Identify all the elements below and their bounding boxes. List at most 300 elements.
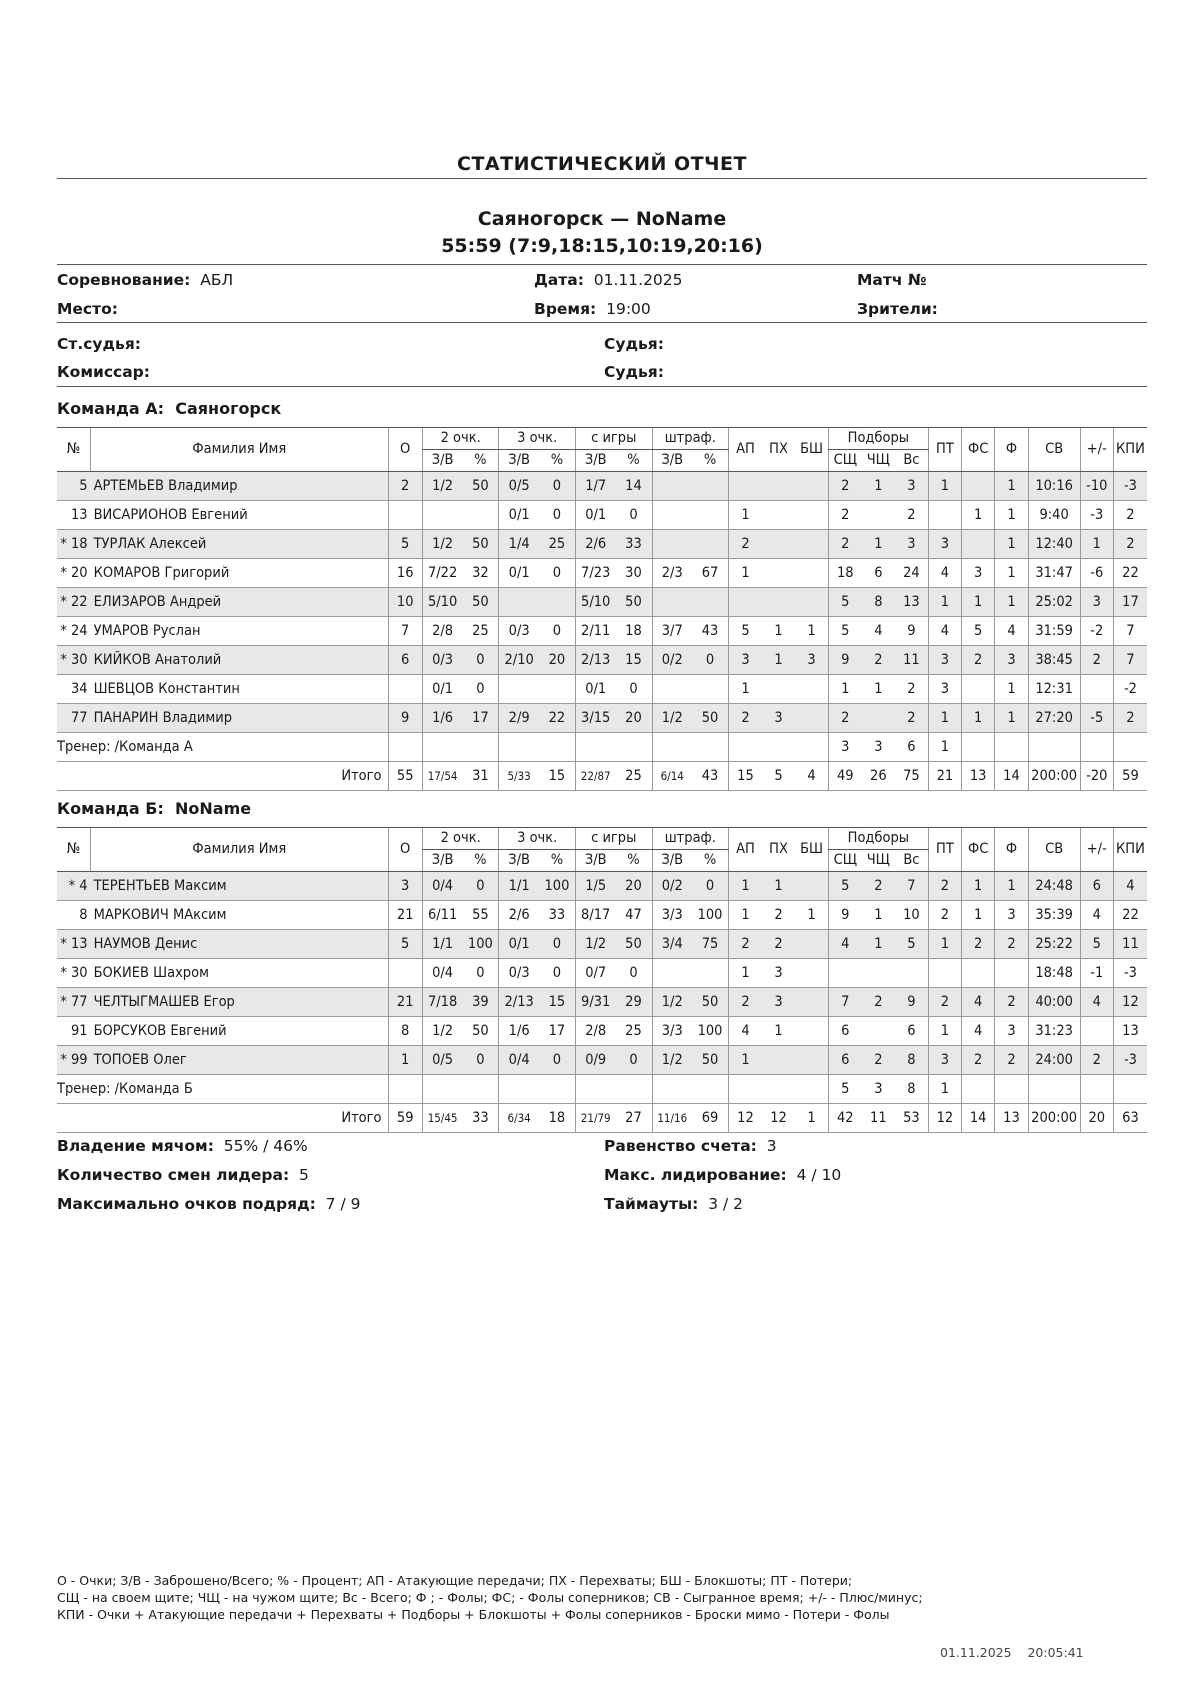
- coach-stat-cell: [575, 733, 615, 762]
- stat-cell: 3/7: [652, 617, 692, 646]
- stat-cell: 38:45: [1028, 646, 1080, 675]
- stat-cell: 2/13: [499, 988, 539, 1017]
- total-stat-cell: 15: [539, 762, 576, 791]
- stat-cell: 1: [995, 675, 1028, 704]
- stat-cell: 3: [762, 959, 795, 988]
- total-row: [57, 1104, 1147, 1133]
- coach-stat-cell: [615, 1075, 652, 1104]
- stat-cell: 1: [729, 872, 762, 901]
- total-stat-cell: 27: [615, 1104, 652, 1133]
- total-stat-cell: 11/16: [652, 1104, 692, 1133]
- coach-row: [57, 733, 1147, 762]
- stat-cell: 20: [539, 646, 576, 675]
- stat-cell: 13: [895, 588, 928, 617]
- stat-cell: 100: [692, 901, 729, 930]
- stat-cell: [652, 588, 692, 617]
- col-header-made: З/В: [652, 850, 692, 872]
- stat-cell: 18:48: [1028, 959, 1080, 988]
- stat-cell: 10: [895, 901, 928, 930]
- stat-cell: 2: [1113, 501, 1147, 530]
- stat-cell: 50: [615, 930, 652, 959]
- stat-cell: 4: [828, 930, 861, 959]
- player-number: * 22: [57, 588, 91, 617]
- stat-cell: 7: [828, 988, 861, 1017]
- stat-cell: 4: [862, 617, 895, 646]
- stat-cell: 6: [1080, 872, 1113, 901]
- coach-stat-cell: 1: [928, 733, 961, 762]
- stat-cell: 3: [928, 675, 961, 704]
- total-stat-cell: 69: [692, 1104, 729, 1133]
- stat-cell: 31:59: [1028, 617, 1080, 646]
- stat-cell: 50: [692, 988, 729, 1017]
- col-header-minutes: СВ: [1028, 428, 1080, 472]
- stat-cell: 15: [615, 646, 652, 675]
- stat-cell: 2: [928, 872, 961, 901]
- total-stat-cell: 55: [388, 762, 422, 791]
- stat-cell: 50: [462, 1017, 499, 1046]
- stat-cell: 0: [539, 930, 576, 959]
- stat-cell: [652, 530, 692, 559]
- stat-cell: [388, 675, 422, 704]
- stat-cell: 13: [1113, 1017, 1147, 1046]
- player-number: * 30: [57, 646, 91, 675]
- stat-cell: 9/31: [575, 988, 615, 1017]
- player-name: ШЕВЦОВ Константин: [91, 675, 388, 704]
- stat-cell: 18: [828, 559, 861, 588]
- stat-cell: -1: [1080, 959, 1113, 988]
- player-name: КИЙКОВ Анатолий: [91, 646, 388, 675]
- lead-changes-stat: Количество смен лидера: 5: [57, 1166, 309, 1184]
- stat-cell: 22: [1113, 901, 1147, 930]
- legend-line: О - Очки; З/В - Заброшено/Всего; % - Процент; АП - Атакующие передачи; ПХ - Перехваты; БШ - Блокшоты; ПТ - Потери;: [57, 1573, 853, 1588]
- stat-cell: -3: [1113, 1046, 1147, 1075]
- stat-cell: 0: [462, 872, 499, 901]
- stat-cell: 8: [862, 588, 895, 617]
- total-label: Итого: [57, 1104, 388, 1133]
- stat-cell: 24:00: [1028, 1046, 1080, 1075]
- stat-cell: [692, 472, 729, 501]
- stat-cell: 1: [762, 646, 795, 675]
- player-row: [57, 530, 1147, 559]
- coach-stat-cell: [388, 1075, 422, 1104]
- player-row: [57, 588, 1147, 617]
- stat-cell: 0/4: [499, 1046, 539, 1075]
- col-header-number: №: [57, 828, 91, 872]
- stat-cell: [962, 959, 995, 988]
- coach-stat-cell: [422, 733, 462, 762]
- col-header-assists: АП: [729, 828, 762, 872]
- coach-stat-cell: 3: [828, 733, 861, 762]
- stat-cell: 3: [895, 530, 928, 559]
- stat-cell: 33: [615, 530, 652, 559]
- col-header-assists: АП: [729, 428, 762, 472]
- stat-cell: 0: [462, 646, 499, 675]
- col-header-ft: штраф.: [652, 828, 729, 850]
- stat-cell: [795, 588, 828, 617]
- col-header-efficiency: КПИ: [1113, 828, 1147, 872]
- stat-cell: -10: [1080, 472, 1113, 501]
- coach-stat-cell: [762, 1075, 795, 1104]
- stat-cell: 22: [1113, 559, 1147, 588]
- stat-cell: 2: [962, 1046, 995, 1075]
- stat-cell: [692, 501, 729, 530]
- col-header-made: З/В: [499, 450, 539, 472]
- stat-cell: [795, 959, 828, 988]
- player-number: * 18: [57, 530, 91, 559]
- coach-stat-cell: [388, 733, 422, 762]
- stat-cell: 32: [462, 559, 499, 588]
- stat-cell: [388, 501, 422, 530]
- stat-cell: 5: [895, 930, 928, 959]
- player-number: 13: [57, 501, 91, 530]
- stat-cell: 9: [388, 704, 422, 733]
- stat-cell: 24: [895, 559, 928, 588]
- coach-stat-cell: [462, 733, 499, 762]
- total-stat-cell: 12: [762, 1104, 795, 1133]
- stat-cell: 18: [615, 617, 652, 646]
- player-number: 34: [57, 675, 91, 704]
- stat-cell: 50: [462, 588, 499, 617]
- col-header-made: З/В: [575, 450, 615, 472]
- stat-cell: 0: [539, 617, 576, 646]
- total-stat-cell: 42: [828, 1104, 861, 1133]
- stat-cell: 0: [692, 872, 729, 901]
- stat-cell: 1/2: [422, 530, 462, 559]
- player-row: [57, 617, 1147, 646]
- stat-cell: [928, 959, 961, 988]
- stat-cell: 100: [462, 930, 499, 959]
- total-stat-cell: 21/79: [575, 1104, 615, 1133]
- stat-cell: 8: [895, 1046, 928, 1075]
- stat-cell: 3: [995, 646, 1028, 675]
- stat-cell: 47: [615, 901, 652, 930]
- stat-cell: -3: [1080, 501, 1113, 530]
- stat-cell: 0: [462, 959, 499, 988]
- stat-cell: 0/2: [652, 646, 692, 675]
- stat-cell: 11: [1113, 930, 1147, 959]
- stat-cell: [762, 530, 795, 559]
- coach-stat-cell: [692, 1075, 729, 1104]
- stat-cell: 1: [928, 588, 961, 617]
- legend-line: СЩ - на своем щите; ЧЩ - на чужом щите; Вс - Всего; Ф ; - Фолы; ФС; - Фолы соперников; СВ - Сыгранное время; +/- - Плюс/минус;: [57, 1590, 923, 1605]
- stat-cell: 2: [862, 1046, 895, 1075]
- col-header-fouls-drawn: ФС: [962, 828, 995, 872]
- col-header-pct: %: [462, 850, 499, 872]
- stat-cell: 1/4: [499, 530, 539, 559]
- stat-cell: 7: [1113, 646, 1147, 675]
- total-stat-cell: 17/54: [422, 762, 462, 791]
- stat-cell: 2/10: [499, 646, 539, 675]
- stat-cell: 75: [692, 930, 729, 959]
- col-header-steals: ПХ: [762, 828, 795, 872]
- stat-cell: 1: [729, 1046, 762, 1075]
- stat-cell: 0: [615, 501, 652, 530]
- col-header-dreb: ЧЩ: [862, 450, 895, 472]
- player-row: [57, 988, 1147, 1017]
- stat-cell: 1: [928, 704, 961, 733]
- stat-cell: 2: [828, 501, 861, 530]
- total-label: Итого: [57, 762, 388, 791]
- stat-cell: 5: [388, 930, 422, 959]
- stat-cell: 1/1: [499, 872, 539, 901]
- col-header-plus-minus: +/-: [1080, 828, 1113, 872]
- total-stat-cell: 6/34: [499, 1104, 539, 1133]
- col-header-made: З/В: [575, 850, 615, 872]
- stat-cell: 21: [388, 901, 422, 930]
- total-stat-cell: 59: [1113, 762, 1147, 791]
- stat-cell: [795, 675, 828, 704]
- col-header-pct: %: [539, 850, 576, 872]
- col-header-pct: %: [692, 850, 729, 872]
- stat-cell: 1: [995, 472, 1028, 501]
- stat-cell: 7/18: [422, 988, 462, 1017]
- stat-cell: 3: [388, 872, 422, 901]
- total-stat-cell: 4: [795, 762, 828, 791]
- total-stat-cell: 12: [928, 1104, 961, 1133]
- date-info: Дата: 01.11.2025: [534, 271, 683, 289]
- divider: [57, 264, 1147, 265]
- stat-cell: 5: [828, 872, 861, 901]
- stat-cell: [762, 675, 795, 704]
- stat-cell: 2/13: [575, 646, 615, 675]
- stat-cell: 0: [615, 1046, 652, 1075]
- stat-cell: 1: [995, 559, 1028, 588]
- stat-cell: 0/4: [422, 872, 462, 901]
- stat-cell: 2: [762, 901, 795, 930]
- stat-cell: 1: [795, 901, 828, 930]
- stat-cell: [995, 959, 1028, 988]
- stat-cell: -5: [1080, 704, 1113, 733]
- stat-cell: 9: [895, 988, 928, 1017]
- col-header-made: З/В: [499, 850, 539, 872]
- player-number: * 77: [57, 988, 91, 1017]
- total-stat-cell: 1: [795, 1104, 828, 1133]
- stat-cell: 25:02: [1028, 588, 1080, 617]
- total-stat-cell: 31: [462, 762, 499, 791]
- col-header-3pt: 3 очк.: [499, 428, 576, 450]
- player-number: * 4: [57, 872, 91, 901]
- total-stat-cell: 18: [539, 1104, 576, 1133]
- spectators-info: Зрители:: [857, 300, 938, 318]
- stat-cell: 0: [615, 959, 652, 988]
- stat-cell: 0/4: [422, 959, 462, 988]
- divider: [57, 178, 1147, 179]
- player-name: МАРКОВИЧ МАксим: [91, 901, 388, 930]
- total-stat-cell: 13: [962, 762, 995, 791]
- coach-stat-cell: [1080, 1075, 1113, 1104]
- coach-stat-cell: [762, 733, 795, 762]
- stat-cell: 1: [862, 901, 895, 930]
- col-header-pct: %: [615, 850, 652, 872]
- stat-cell: 1/2: [575, 930, 615, 959]
- time-info: Время: 19:00: [534, 300, 651, 318]
- stat-cell: 6: [828, 1017, 861, 1046]
- player-row: [57, 1046, 1147, 1075]
- stat-cell: 1: [862, 675, 895, 704]
- stat-cell: 4: [995, 617, 1028, 646]
- stat-cell: 2: [995, 1046, 1028, 1075]
- divider: [57, 386, 1147, 387]
- player-row: [57, 901, 1147, 930]
- stat-cell: 1: [729, 901, 762, 930]
- stat-cell: 4: [962, 988, 995, 1017]
- stat-cell: 3: [962, 559, 995, 588]
- stat-cell: 0: [539, 959, 576, 988]
- player-row: [57, 959, 1147, 988]
- stat-cell: 3: [762, 704, 795, 733]
- stat-cell: [762, 1046, 795, 1075]
- stat-cell: 2: [729, 988, 762, 1017]
- coach-stat-cell: 3: [862, 733, 895, 762]
- stat-cell: [762, 472, 795, 501]
- stat-cell: 9: [828, 646, 861, 675]
- stat-cell: 20: [615, 872, 652, 901]
- coach-stat-cell: [462, 1075, 499, 1104]
- coach-stat-cell: [499, 1075, 539, 1104]
- col-header-2pt: 2 очк.: [422, 428, 499, 450]
- coach-stat-cell: [795, 733, 828, 762]
- col-header-treb: Вс: [895, 850, 928, 872]
- stat-cell: 2/3: [652, 559, 692, 588]
- stat-cell: 12:40: [1028, 530, 1080, 559]
- team-b-heading: Команда Б: NoName: [57, 799, 252, 818]
- coach-stat-cell: [1113, 733, 1147, 762]
- col-header-2pt: 2 очк.: [422, 828, 499, 850]
- stat-cell: 1: [995, 530, 1028, 559]
- stat-cell: [962, 530, 995, 559]
- stat-cell: 40:00: [1028, 988, 1080, 1017]
- stat-cell: 17: [1113, 588, 1147, 617]
- stat-cell: [862, 959, 895, 988]
- stat-cell: 1: [729, 559, 762, 588]
- col-header-number: №: [57, 428, 91, 472]
- stat-cell: 25:22: [1028, 930, 1080, 959]
- team-a-stats-table: [57, 427, 1147, 791]
- stat-cell: 1: [962, 704, 995, 733]
- coach-stat-cell: [1028, 733, 1080, 762]
- stat-cell: 22: [539, 704, 576, 733]
- stat-cell: 29: [615, 988, 652, 1017]
- stat-cell: 1: [928, 1017, 961, 1046]
- stat-cell: [795, 872, 828, 901]
- stat-cell: [729, 588, 762, 617]
- stat-cell: [539, 588, 576, 617]
- player-row: [57, 872, 1147, 901]
- coach-stat-cell: [692, 733, 729, 762]
- stat-cell: [828, 959, 861, 988]
- stat-cell: 17: [539, 1017, 576, 1046]
- stat-cell: 5: [729, 617, 762, 646]
- stat-cell: 0/9: [575, 1046, 615, 1075]
- stat-cell: 25: [462, 617, 499, 646]
- coach-stat-cell: [1028, 1075, 1080, 1104]
- stat-cell: 0/3: [422, 646, 462, 675]
- col-header-made: З/В: [422, 850, 462, 872]
- player-name: УМАРОВ Руслан: [91, 617, 388, 646]
- stat-cell: -3: [1113, 472, 1147, 501]
- stat-cell: 7: [895, 872, 928, 901]
- max-run-stat: Максимально очков подряд: 7 / 9: [57, 1195, 361, 1213]
- col-header-turnovers: ПТ: [928, 428, 961, 472]
- stat-cell: 50: [462, 472, 499, 501]
- total-stat-cell: 21: [928, 762, 961, 791]
- col-header-points: О: [388, 828, 422, 872]
- player-number: * 99: [57, 1046, 91, 1075]
- col-header-fg: с игры: [575, 428, 652, 450]
- stat-cell: [928, 501, 961, 530]
- stat-cell: 2/8: [575, 1017, 615, 1046]
- stat-cell: 0/5: [499, 472, 539, 501]
- col-header-blocks: БШ: [795, 428, 828, 472]
- total-stat-cell: 33: [462, 1104, 499, 1133]
- total-stat-cell: -20: [1080, 762, 1113, 791]
- col-header-pct: %: [692, 450, 729, 472]
- stat-cell: 17: [462, 704, 499, 733]
- stat-cell: [762, 559, 795, 588]
- coach-stat-cell: [962, 733, 995, 762]
- stat-cell: [692, 588, 729, 617]
- stat-cell: 1: [995, 501, 1028, 530]
- stat-cell: 50: [462, 530, 499, 559]
- player-row: [57, 501, 1147, 530]
- stat-cell: 15: [539, 988, 576, 1017]
- stat-cell: 9: [895, 617, 928, 646]
- stat-cell: 1: [729, 959, 762, 988]
- stat-cell: 24:48: [1028, 872, 1080, 901]
- stat-cell: 2: [962, 646, 995, 675]
- match-score: 55:59 (7:9,18:15,10:19,20:16): [441, 235, 763, 257]
- col-header-points: О: [388, 428, 422, 472]
- total-stat-cell: 49: [828, 762, 861, 791]
- player-row: [57, 559, 1147, 588]
- col-header-pct: %: [462, 450, 499, 472]
- stat-cell: 1: [762, 872, 795, 901]
- total-stat-cell: 59: [388, 1104, 422, 1133]
- stat-cell: [895, 959, 928, 988]
- stat-cell: 1/6: [499, 1017, 539, 1046]
- player-name: ЕЛИЗАРОВ Андрей: [91, 588, 388, 617]
- coach-stat-cell: [995, 1075, 1028, 1104]
- player-number: * 30: [57, 959, 91, 988]
- total-stat-cell: 25: [615, 762, 652, 791]
- col-header-made: З/В: [422, 450, 462, 472]
- stat-cell: 16: [388, 559, 422, 588]
- stat-cell: 14: [615, 472, 652, 501]
- stat-cell: 3: [928, 1046, 961, 1075]
- coach-stat-cell: [652, 1075, 692, 1104]
- total-stat-cell: 200:00: [1028, 1104, 1080, 1133]
- col-header-pct: %: [615, 450, 652, 472]
- col-header-steals: ПХ: [762, 428, 795, 472]
- stat-cell: [762, 501, 795, 530]
- stat-cell: 50: [692, 1046, 729, 1075]
- stat-cell: 2/6: [575, 530, 615, 559]
- stat-cell: [499, 675, 539, 704]
- player-name: ПАНАРИН Владимир: [91, 704, 388, 733]
- stat-cell: 4: [1080, 901, 1113, 930]
- stat-cell: 0/2: [652, 872, 692, 901]
- col-header-name: Фамилия Имя: [91, 828, 388, 872]
- stat-cell: 3: [729, 646, 762, 675]
- stat-cell: 67: [692, 559, 729, 588]
- player-row: [57, 472, 1147, 501]
- col-header-blocks: БШ: [795, 828, 828, 872]
- stat-cell: 5/10: [575, 588, 615, 617]
- stat-cell: 6: [828, 1046, 861, 1075]
- col-header-name: Фамилия Имя: [91, 428, 388, 472]
- stat-cell: 35:39: [1028, 901, 1080, 930]
- coach-row: [57, 1075, 1147, 1104]
